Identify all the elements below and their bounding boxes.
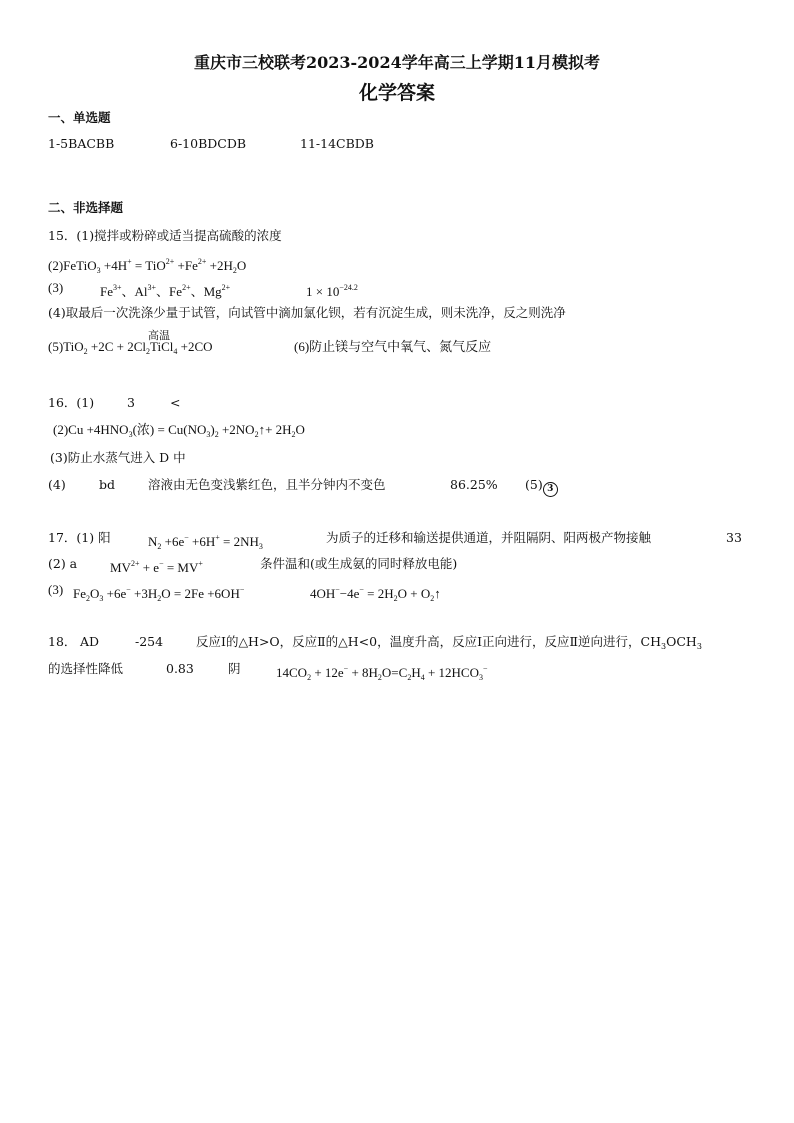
eq-text: (2)Cu +4HNO bbox=[53, 422, 129, 437]
q16-part3: (3)防止水蒸气进入 D 中 bbox=[50, 450, 186, 465]
eq-sup: + bbox=[127, 257, 132, 266]
eq-text: (2)FeTiO bbox=[48, 258, 97, 273]
eq-sub: 2 bbox=[430, 594, 435, 603]
eq-sup: 3+ bbox=[147, 283, 157, 292]
eq-sub: 2 bbox=[254, 430, 259, 439]
eq-sub: 2 bbox=[157, 542, 162, 551]
eq-sub: 2 bbox=[214, 430, 219, 439]
eq-sub: 3 bbox=[128, 430, 133, 439]
eq-sup: − bbox=[184, 533, 189, 542]
eq-text: +2CO bbox=[180, 339, 213, 354]
q15-part3-ions bbox=[100, 280, 230, 300]
eq-text: +2C + 2Cl bbox=[90, 339, 147, 354]
q16-part5 bbox=[525, 477, 558, 497]
q17-part1-number: 33 bbox=[726, 530, 742, 545]
eq-sub: 3 bbox=[96, 266, 101, 275]
eq-text: O bbox=[90, 586, 100, 601]
q16-part2-equation bbox=[53, 422, 305, 443]
q16-part1-value: 3 bbox=[127, 395, 135, 410]
eq-text: N bbox=[148, 534, 158, 549]
document-title: 重庆市三校联考2023-2024学年高三上学期11月模拟考 bbox=[194, 53, 600, 72]
eq-sub: 2 bbox=[157, 594, 162, 603]
eq-sup: − bbox=[359, 585, 364, 594]
eq-text: Fe bbox=[73, 586, 86, 601]
eq-sub: 3 bbox=[258, 542, 263, 551]
eq-text: 4OH bbox=[310, 586, 336, 601]
mc-answer-11-14: 11-14CBDB bbox=[300, 136, 374, 151]
eq-sup: − bbox=[482, 664, 488, 673]
eq-sub: 2 bbox=[377, 673, 382, 682]
eq-sup: − bbox=[239, 585, 245, 594]
eq-text: +2NO bbox=[221, 422, 255, 437]
eq-text: = 2NH bbox=[223, 534, 259, 549]
eq-sub: 2 bbox=[307, 673, 312, 682]
q18-text: 反应Ⅰ的△H>O，反应Ⅱ的△H<0，温度升高，反应Ⅰ正向进行，反应Ⅱ逆向进行，CH bbox=[196, 634, 662, 649]
eq-sub: 3 bbox=[661, 642, 667, 651]
eq-text: 、Mg bbox=[190, 284, 222, 299]
eq-sub: 4 bbox=[173, 347, 178, 356]
q18-equation bbox=[276, 661, 488, 686]
mc-answer-6-10: 6-10BDCDB bbox=[170, 136, 247, 151]
eq-text: O bbox=[295, 422, 305, 437]
eq-sup: + bbox=[198, 559, 203, 568]
eq-sup: 2+ bbox=[165, 257, 175, 266]
q16-part1-symbol: < bbox=[170, 395, 181, 410]
eq-text: 1 × 10 bbox=[306, 284, 340, 299]
q17-part2-equation bbox=[110, 556, 203, 576]
eq-text: Fe bbox=[100, 284, 113, 299]
q16-part4-text: 溶液由无色变浅紫红色，且半分钟内不变色 bbox=[148, 477, 386, 492]
q15-part6: (6)防止镁与空气中氧气、氮气反应 bbox=[294, 339, 492, 354]
eq-text: +6H bbox=[192, 534, 216, 549]
q18-text2: 的选择性降低 bbox=[48, 661, 124, 676]
eq-text: O bbox=[236, 258, 247, 273]
eq-sub: 3 bbox=[478, 673, 483, 682]
eq-text: TiCl bbox=[150, 339, 174, 354]
eq-text: 、Al bbox=[121, 284, 148, 299]
mc-answer-1-5: 1-5BACBB bbox=[48, 136, 115, 151]
eq-sup: 2+ bbox=[182, 283, 191, 292]
q17-part3-label: (3) bbox=[48, 582, 64, 597]
q18-value2: -254 bbox=[135, 634, 164, 649]
q17-part1-equation bbox=[148, 530, 263, 555]
q15-part4: (4)取最后一次洗涤少量于试管，向试管中滴加氯化钡，若有沉淀生成，则未洗净，反之则洗净 bbox=[48, 305, 566, 320]
eq-sup: − bbox=[159, 559, 164, 568]
eq-sub: 2 bbox=[146, 347, 151, 356]
q15-part5-6 bbox=[48, 330, 492, 360]
q16-part4-percent: 86.25% bbox=[450, 477, 498, 492]
q18-label: 18． bbox=[48, 634, 77, 649]
eq-text: ↑+ 2H bbox=[258, 422, 292, 437]
condition-text: 高温 bbox=[148, 330, 171, 342]
eq-text: ) bbox=[210, 422, 215, 437]
eq-text: + 8H bbox=[351, 665, 378, 680]
q15-part3-label: (3) bbox=[48, 280, 64, 295]
eq-text: 、Fe bbox=[156, 284, 183, 299]
q16-part4-label: (4) bbox=[48, 477, 66, 492]
eq-sub: 2 bbox=[393, 594, 398, 603]
eq-text: H bbox=[411, 665, 421, 680]
eq-sup: −24.2 bbox=[339, 283, 358, 292]
reaction-condition bbox=[148, 330, 174, 355]
q16-part5-label: (5) bbox=[525, 477, 543, 492]
eq-sup: 2+ bbox=[221, 283, 231, 292]
q17-part1-text: 为质子的迁移和输送提供通道，并阻隔阴、阳两极产物接触 bbox=[326, 530, 652, 545]
q17-part2-text: 条件温和(或生成氨的同时释放电能) bbox=[260, 556, 458, 571]
eq-text: −4e bbox=[339, 586, 360, 601]
eq-text: + 12HCO bbox=[427, 665, 479, 680]
q17-part3-equation1 bbox=[73, 582, 244, 607]
q18-value3: 0.83 bbox=[166, 661, 194, 676]
eq-text: = MV bbox=[166, 560, 199, 575]
eq-text: + 12e bbox=[314, 665, 344, 680]
q17-part2-label: (2) a bbox=[48, 556, 78, 571]
q18-value1: AD bbox=[80, 634, 100, 649]
eq-sup: − bbox=[335, 585, 340, 594]
eq-sub: 2 bbox=[83, 347, 88, 356]
q17-part3-equation2 bbox=[310, 582, 441, 607]
section2-heading: 二、非选择题 bbox=[48, 200, 124, 215]
eq-text: = 2H bbox=[367, 586, 394, 601]
q15-part3-ksp bbox=[306, 280, 358, 300]
q18-explanation bbox=[196, 634, 702, 655]
eq-sub: 2 bbox=[291, 430, 296, 439]
q16-part1-label: 16．(1) bbox=[48, 395, 95, 410]
eq-text: 14CO bbox=[276, 665, 308, 680]
eq-sub: 3 bbox=[99, 594, 104, 603]
document-subtitle: 化学答案 bbox=[358, 82, 435, 104]
eq-sub: 3 bbox=[696, 642, 702, 651]
eq-text: O + O bbox=[397, 586, 431, 601]
eq-sup: + bbox=[215, 533, 220, 542]
eq-sup: − bbox=[343, 664, 349, 673]
eq-sub: 2 bbox=[407, 673, 412, 682]
eq-text: (5)TiO bbox=[48, 339, 84, 354]
q15-part1: 15．(1)搅拌或粉碎或适当提高硫酸的浓度 bbox=[48, 228, 282, 243]
eq-sup: 3+ bbox=[113, 283, 122, 292]
eq-text: ↑ bbox=[434, 586, 441, 601]
eq-text: = TiO bbox=[134, 258, 166, 273]
eq-text: +6e bbox=[164, 534, 185, 549]
eq-text: +Fe bbox=[177, 258, 198, 273]
eq-text: +4H bbox=[103, 258, 128, 273]
q18-text: OCH bbox=[666, 634, 697, 649]
eq-text: O = 2Fe +6OH bbox=[161, 586, 240, 601]
q18-value4: 阴 bbox=[228, 661, 241, 676]
eq-sub: 3 bbox=[206, 430, 211, 439]
eq-sub: 4 bbox=[420, 673, 425, 682]
eq-text: +3H bbox=[134, 586, 158, 601]
q15-part2-equation bbox=[48, 254, 246, 279]
q16-part4-value: bd bbox=[99, 477, 116, 492]
eq-sup: − bbox=[126, 585, 131, 594]
eq-text: + e bbox=[142, 560, 160, 575]
eq-sub: 2 bbox=[232, 266, 237, 275]
eq-sup: 2+ bbox=[130, 559, 140, 568]
eq-text: O=C bbox=[381, 665, 408, 680]
eq-sub: 2 bbox=[86, 594, 90, 603]
eq-sup: 2+ bbox=[197, 257, 207, 266]
section1-heading: 一、单选题 bbox=[48, 110, 111, 125]
eq-text: +6e bbox=[106, 586, 127, 601]
eq-text: MV bbox=[110, 560, 131, 575]
q17-part1-label: 17．(1) 阳 bbox=[48, 530, 111, 545]
eq-text: +2H bbox=[209, 258, 233, 273]
circled-number-icon: 3 bbox=[543, 482, 558, 497]
eq-text: (浓) = Cu(NO bbox=[132, 422, 207, 437]
